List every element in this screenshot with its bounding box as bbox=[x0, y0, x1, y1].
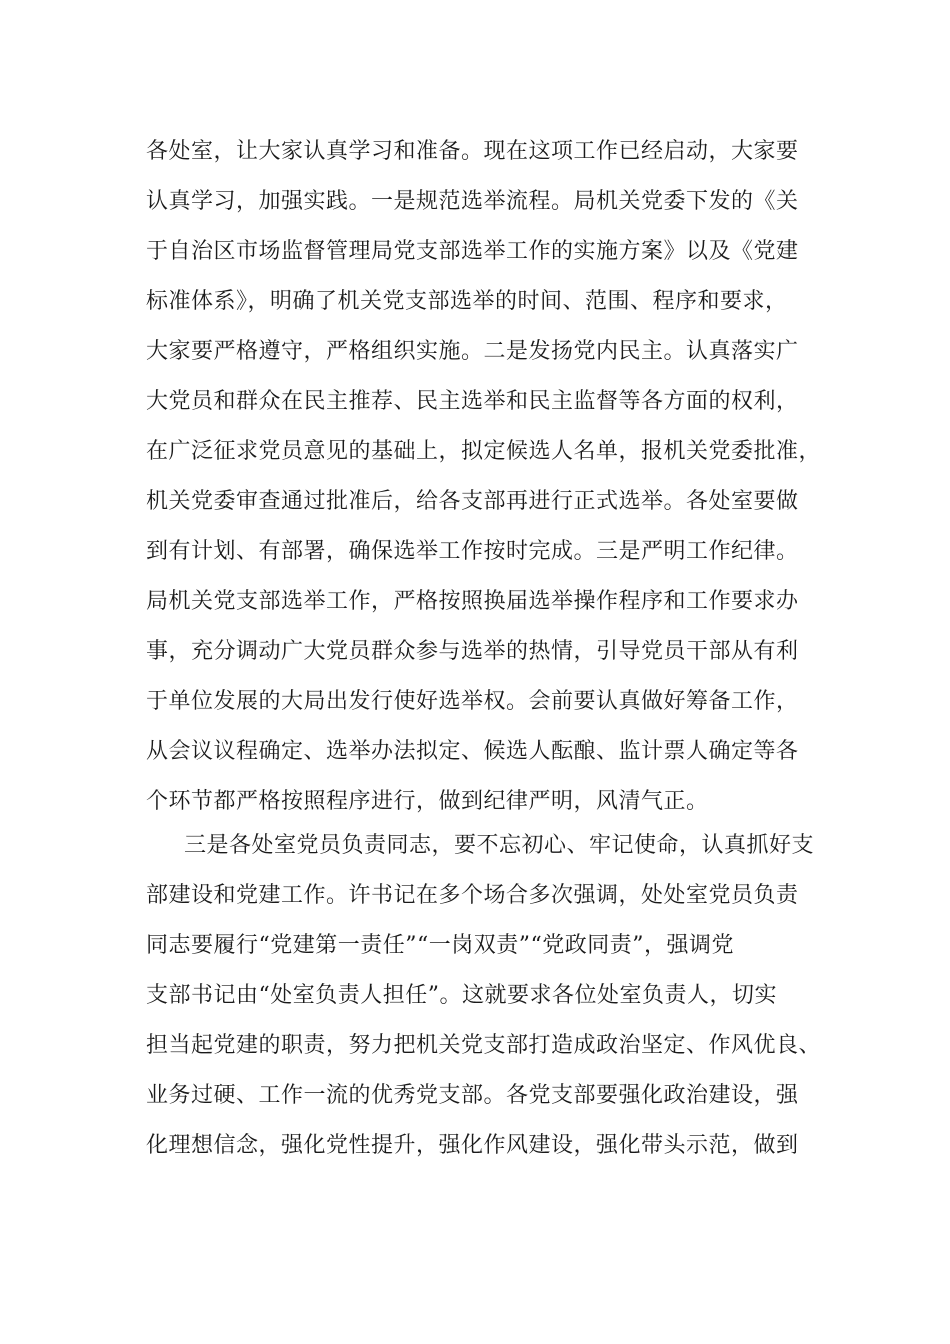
text-line: 大党员和群众在民主推荐、民主选举和民主监督等各方面的权利， bbox=[146, 389, 799, 414]
text-line: 部建设和党建工作。许书记在多个场合多次强调，处处室党员负责 bbox=[146, 883, 799, 908]
text-line: 认真学习，加强实践。一是规范选举流程。局机关党委下发的《关 bbox=[146, 189, 799, 214]
text-line: 从会议议程确定、选举办法拟定、候选人酝酿、监计票人确定等各 bbox=[146, 739, 799, 764]
text-line: 大家要严格遵守，严格组织实施。二是发扬党内民主。认真落实广 bbox=[146, 339, 799, 364]
text-line: 事，充分调动广大党员群众参与选举的热情，引导党员干部从有利 bbox=[146, 639, 799, 664]
paragraph-party-building bbox=[146, 821, 826, 1171]
text-line: 机关党委审查通过批准后，给各支部再进行正式选举。各处室要做 bbox=[146, 489, 799, 514]
text-line: 标准体系》，明确了机关党支部选举的时间、范围、程序和要求， bbox=[146, 289, 788, 314]
paragraph-election-work bbox=[146, 127, 826, 827]
text-line: 业务过硬、工作一流的优秀党支部。各党支部要强化政治建设，强 bbox=[146, 1083, 799, 1108]
text-line: 于自治区市场监督管理局党支部选举工作的实施方案》以及《党建 bbox=[146, 239, 799, 264]
text-line: 担当起党建的职责，努力把机关党支部打造成政治坚定、作风优良、 bbox=[146, 1033, 822, 1058]
text-line: 支部书记由“处室负责人担任”。这就要求各位处室负责人，切实 bbox=[146, 983, 777, 1008]
text-line: 局机关党支部选举工作，严格按照换届选举操作程序和工作要求办 bbox=[146, 589, 799, 614]
text-line: 在广泛征求党员意见的基础上，拟定候选人名单，报机关党委批准， bbox=[146, 439, 822, 464]
text-line: 于单位发展的大局出发行使好选举权。会前要认真做好筹备工作， bbox=[146, 689, 799, 714]
text-line: 同志要履行“党建第一责任”“一岗双责”“党政同责”，强调党 bbox=[146, 933, 734, 958]
text-line: 各处室，让大家认真学习和准备。现在这项工作已经启动，大家要 bbox=[146, 139, 799, 164]
text-line: 个环节都严格按照程序进行，做到纪律严明，风清气正。 bbox=[146, 789, 709, 814]
text-line: 化理想信念，强化党性提升，强化作风建设，强化带头示范，做到 bbox=[146, 1133, 799, 1158]
text-line: 到有计划、有部署，确保选举工作按时完成。三是严明工作纪律。 bbox=[146, 539, 799, 564]
text-line: 三是各处室党员负责同志，要不忘初心、牢记使命，认真抓好支 bbox=[184, 833, 815, 858]
